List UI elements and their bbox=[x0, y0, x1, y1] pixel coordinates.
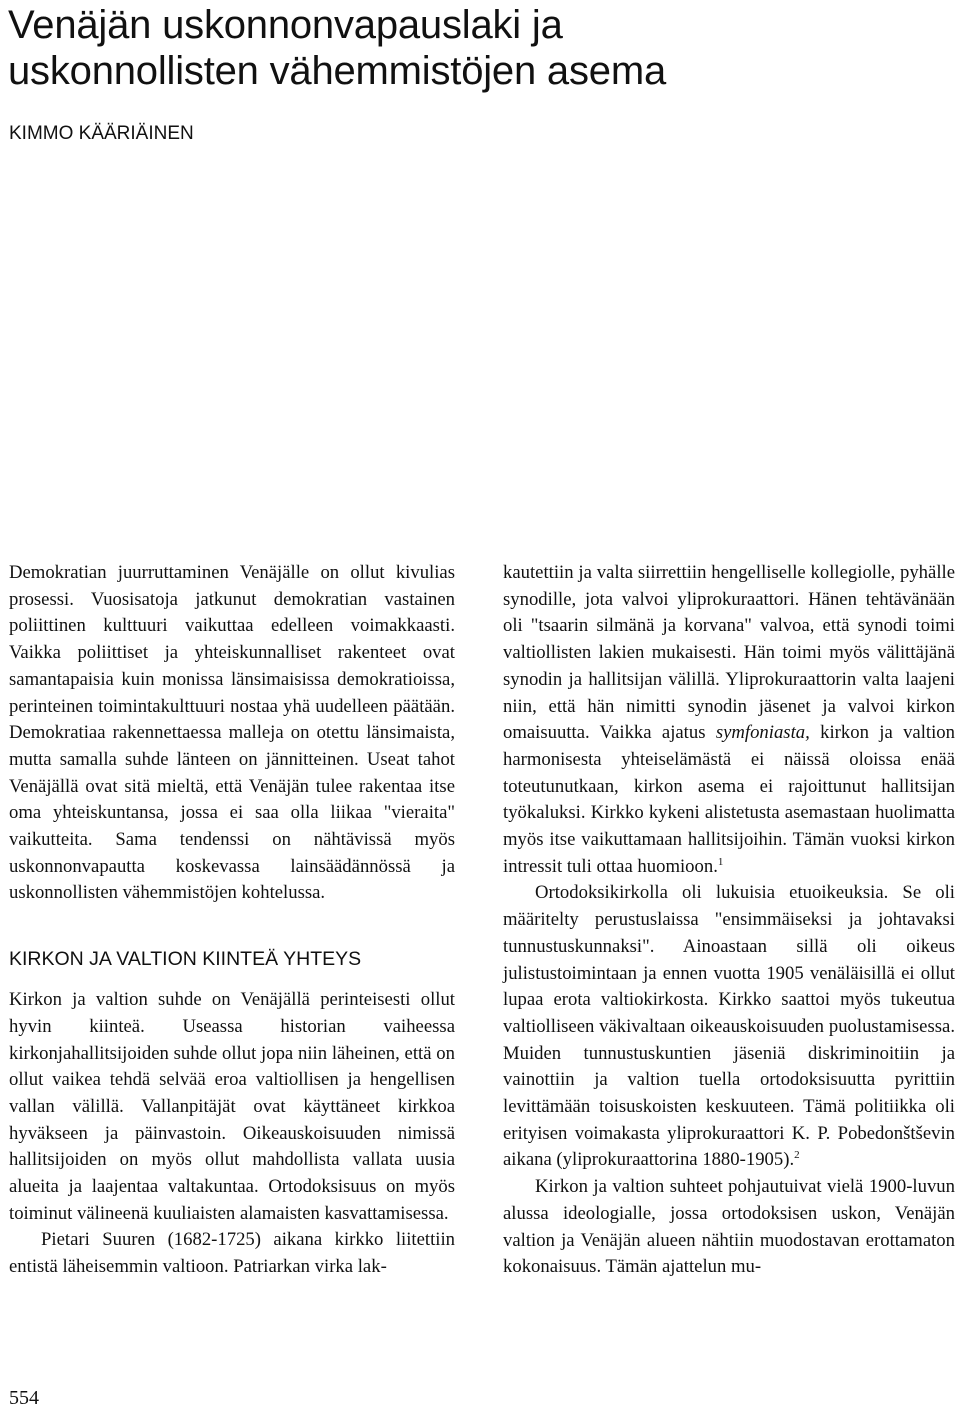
footnote-marker: 2 bbox=[794, 1149, 800, 1162]
paragraph-text: kirkon ja valtion harmonisesta yhteiselämästä ei näissä oloissa enää toteutunutkaan, kirkon asema ei rajoittunut hallitsijan työkaluksi. Kirkko kykeni alistetusta asemastaan huolimatta myös itse vaikuttamaan hallitsijoihin. Tämän vuoksi kirkon intressit tuli ottaa huomioon. bbox=[503, 722, 955, 877]
body-paragraph bbox=[503, 560, 955, 880]
body-paragraph bbox=[503, 880, 955, 1174]
body-paragraph: Kirkon ja valtion suhde on Venäjällä perinteisesti ollut hyvin kiinteä. Useassa historian vaiheessa kirkonjahallitsijoiden suhde ollut jopa niin läheinen, että on ollut vaikea tehdä selvää eroa valtiollisen ja hengellisen vallan välillä. Vallanpitäjät ovat käyttäneet kirkkoa hyväkseen ja päinvastoin. Oikeauskoisuuden nimissä hallitsijoiden on myös ollut mahdollista vallata uusia alueita ja laajentaa valtakuntaa. Ortodoksisuus on myös toiminut välineenä kuuliaisten alamaisten kasvattamisessa. bbox=[9, 989, 455, 1224]
section-heading: KIRKON JA VALTION KIINTEÄ YHTEYS bbox=[9, 948, 362, 971]
paragraph-text: kautettiin ja valta siirrettiin hengelliselle kollegiolle, pyhälle synodille, jota valvoi yliprokuraattori. Hänen tehtävänään oli "tsaarin silmänä ja korvana" valvoa, että synodi toimi valtiollisten lakien mukaisesti. Hän toimi myös välittäjänä synodin ja hallitsijan välillä. Yliprokuraattorin valta laajeni niin, että hän nimitti synodin jäsenet ja valvoi kirkon omaisuutta. Vaikka ajatus bbox=[503, 562, 955, 744]
right-column bbox=[503, 560, 955, 1281]
body-paragraph: Kirkon ja valtion suhteet pohjautuivat vielä 1900-luvun alussa ideologialle, jossa ortodoksisen uskon, Venäjän valtion ja Venäjän alueen nähtiin muodostavan erottamaton kokonaisuus. Tämän ajattelun mu- bbox=[503, 1176, 955, 1278]
footnote-marker: 1 bbox=[717, 855, 724, 868]
page-number: 554 bbox=[9, 1387, 39, 1409]
article-title bbox=[8, 2, 948, 94]
emphasized-term: symfoniasta, bbox=[715, 722, 810, 744]
left-column bbox=[9, 560, 455, 1281]
intro-paragraph: Demokratian juurruttaminen Venäjälle on ollut kivulias prosessi. Vuosisatoja jatkunut demokratian vastainen poliittinen kulttuuri vaikuttaa edelleen voimakkaasti. Vaikka poliittiset ja yhteiskunnalliset rakenteet ovat samantapaisia kuin monissa länsimaisissa demokratioissa, perinteinen toimintakulttuuri nostaa yhä uudelleen päätään. Demokratiaa rakennettaessa malleja on otettu länsimaista, mutta samalla suhde länteen on jännitteinen. Useat tahot Venäjällä ovat sitä mieltä, että Venäjän tulee rakentaa itse oma yhteiskuntansa, jossa ei saa olla liikaa "vieraita" vaikutteita. Sama tendenssi on nähtävissä myös uskonnonvapautta koskevassa lainsäädännössä ja uskonnollisten vähemmistöjen kohtelussa. bbox=[9, 562, 455, 904]
paragraph-text: Ortodoksikirkolla oli lukuisia etuoikeuksia. Se oli määritelty perustuslaissa "ensimmäiseksi ja johtavaksi tunnustuskunnaksi". Ainoastaan sillä oli oikeus julistustoimintaan ja ennen vuotta 1905 venäläisillä ei ollut lupaa erota valtiokirkosta. Kirkko saattoi myös tukeutua valtiolliseen väkivaltaan oikeauskoisuuden puolustamisessa. Muiden tunnustuskuntien jäseniä diskriminoitiin ja vainottiin ja valtion tuella ortodoksisuutta pyrittiin levittämään toisuskoisten keskuuteen. Tämä politiikka oli erityisen voimakasta yliprokuraattori K. P. Pobedonštševin aikana (yliprokuraattorina 1880-1905). bbox=[503, 882, 955, 1171]
author-name: KIMMO KÄÄRIÄINEN bbox=[9, 123, 194, 144]
article-title-line-1: Venäjän uskonnonvapauslaki ja bbox=[8, 3, 563, 47]
body-paragraph: Pietari Suuren (1682-1725) aikana kirkko liitettiin entistä läheisemmin valtioon. Patriarkan virka lak- bbox=[9, 1229, 455, 1278]
article-title-line-2: uskonnollisten vähemmistöjen asema bbox=[8, 49, 666, 93]
